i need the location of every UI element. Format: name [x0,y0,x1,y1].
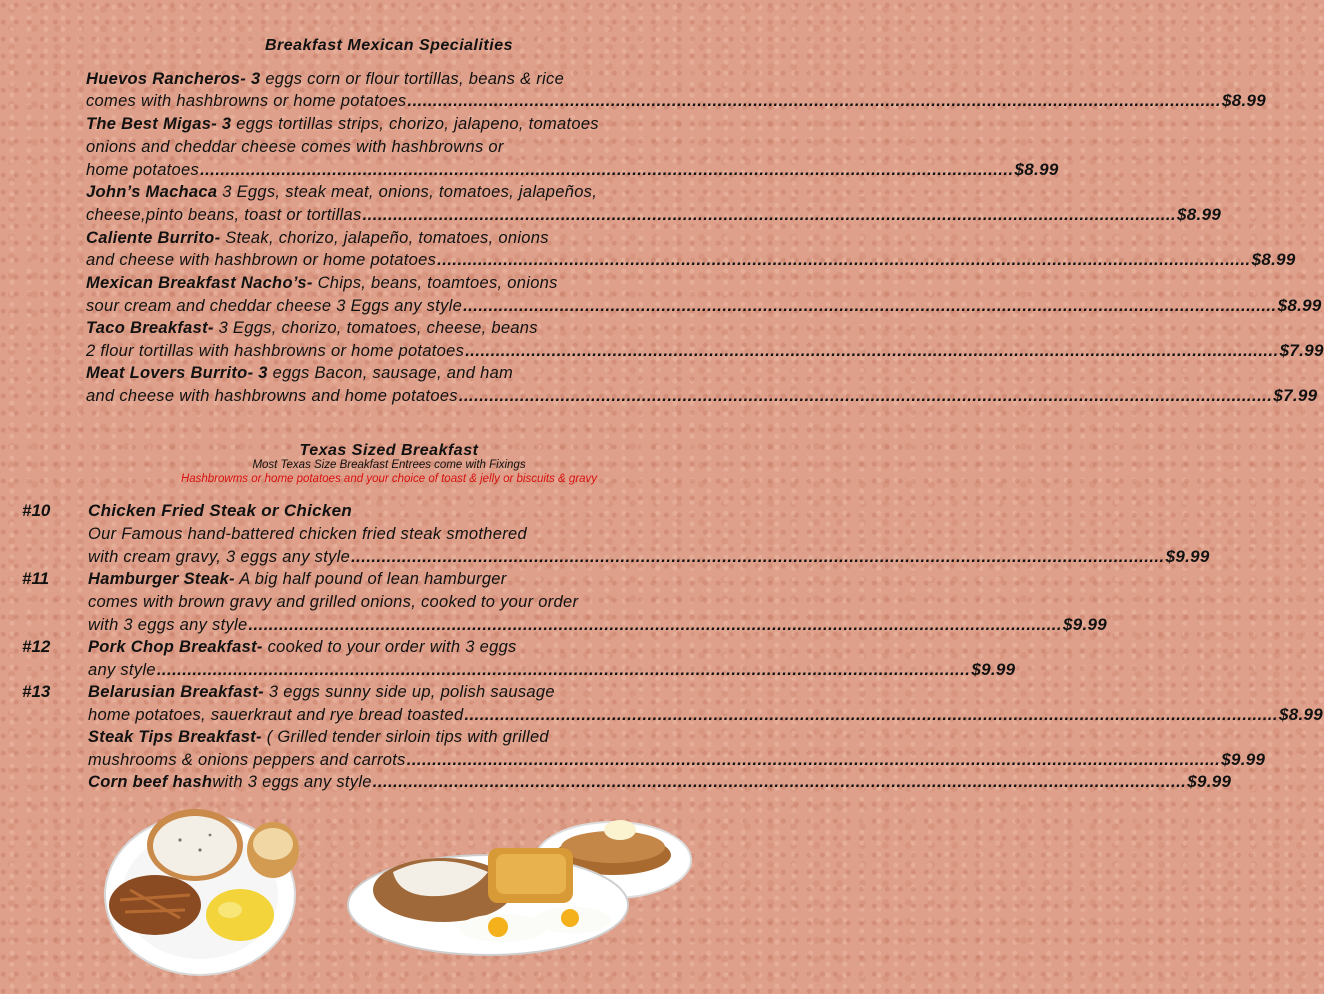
price: $9.99 [1062,615,1107,634]
chicken-fried-steak-plate-photo [100,800,305,980]
menu-item-huevos-rancheros: Huevos Rancheros- 3 eggs corn or flour tortillas, beans & rice [86,70,565,88]
menu-item-chicken-fried-steak: Chicken Fried Steak or Chicken [88,501,353,520]
item-number: #11 [22,569,50,588]
item-number: #13 [22,682,51,701]
menu-item-best-migas: The Best Migas- 3 eggs tortillas strips, chorizo, jalapeno, tomatoes [86,115,599,133]
menu-item-breakfast-nachos: Mexican Breakfast Nacho’s- Chips, beans, toamtoes, onions [86,274,558,292]
price: $8.99 [1177,205,1222,224]
menu-line-price: with cream gravy, 3 eggs any style ................................................................................................................................................................ $9.99 [88,547,1210,566]
item-number: #10 [22,501,51,520]
menu-line-price: mushrooms & onions peppers and carrots ................................................................................................................................................................ $9.99 [88,750,1266,769]
price: $8.99 [1251,250,1296,269]
price: $9.99 [1165,547,1210,566]
menu-line-price: any style ................................................................................................................................................................ $9.99 [88,660,1016,679]
price: $9.99 [1221,750,1266,769]
price: $8.99 [1277,296,1322,315]
menu-item-johns-machaca: John’s Machaca 3 Eggs, steak meat, onions, tomatoes, jalapeños, [86,183,598,201]
menu-item-taco-breakfast: Taco Breakfast- 3 Eggs, chorizo, tomatoes, cheese, beans [86,319,538,337]
menu-item-belarusian-breakfast: Belarusian Breakfast- 3 eggs sunny side up, polish sausage [88,683,555,701]
menu-line-price: with 3 eggs any style ................................................................................................................................................................ $9.99 [88,615,1107,634]
menu-line-price: sour cream and cheddar cheese 3 Eggs any style ................................................................................................................................................................ $8.99 [86,296,1322,315]
menu-item-hamburger-steak: Hamburger Steak- A big half pound of lean hamburger [88,570,507,588]
price: $7.99 [1279,341,1324,360]
menu-line-price: 2 flour tortillas with hashbrowns or home potatoes ................................................................................................................................................................ $7.99 [86,341,1324,360]
menu-line-price: comes with hashbrowns or home potatoes ................................................................................................................................................................ $8.99 [86,91,1267,110]
menu-item-meat-lovers-burrito: Meat Lovers Burrito- 3 eggs Bacon, sausage, and ham [86,364,514,382]
menu-line-price: home potatoes ................................................................................................................................................................ $8.99 [86,160,1059,179]
price: $8.99 [1014,160,1059,179]
menu-item-description: onions and cheddar cheese comes with hashbrowns or [86,138,504,156]
menu-item-description: Our Famous hand-battered chicken fried steak smothered [88,525,527,543]
menu-line-price: and cheese with hashbrown or home potatoes ................................................................................................................................................................ $8.99 [86,250,1296,269]
steak-pancake-platter-photo [348,810,693,960]
menu-line-price: and cheese with hashbrowns and home potatoes ................................................................................................................................................................ $7.99 [86,386,1318,405]
menu-item-pork-chop-breakfast: Pork Chop Breakfast- cooked to your order with 3 eggs [88,638,517,656]
menu-line-price: home potatoes, sauerkraut and rye bread toasted ................................................................................................................................................................ $8.99 [88,705,1324,724]
menu-item-description: comes with brown gravy and grilled onions, cooked to your order [88,593,579,611]
texas-subtitle: Most Texas Size Breakfast Entrees come with Fixings [252,459,526,471]
price: $8.99 [1278,705,1324,724]
menu-item-steak-tips-breakfast: Steak Tips Breakfast- ( Grilled tender sirloin tips with grilled [88,728,549,746]
price: $8.99 [1221,91,1267,110]
item-number: #12 [22,637,51,656]
price: $9.99 [971,660,1016,679]
menu-item-corn-beef-hash: Corn beef hash with 3 eggs any style ................................................................................................................................................................ $9.99 [88,772,1232,791]
menu-item-caliente-burrito: Caliente Burrito- Steak, chorizo, jalapeño, tomatoes, onions [86,229,549,247]
texas-fixings-note: Hashbrowms or home potatoes and your choice of toast & jelly or biscuits & gravy [180,473,598,485]
mexican-section-title: Breakfast Mexican Specialities [264,37,513,54]
menu-line-price: cheese,pinto beans, toast or tortillas ................................................................................................................................................................ $8.99 [86,205,1222,224]
texas-section-title: Texas Sized Breakfast [299,442,479,459]
price: $9.99 [1187,772,1232,791]
price: $7.99 [1273,386,1318,405]
